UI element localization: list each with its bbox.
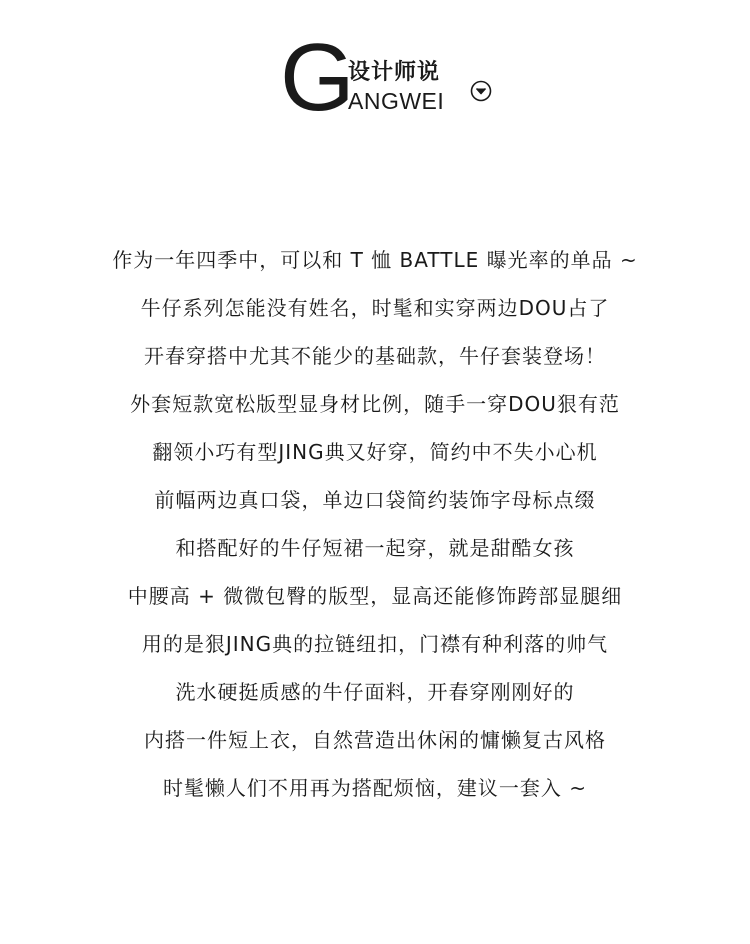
text-line: 前幅两边真口袋，单边口袋简约装饰字母标点缀 bbox=[154, 488, 596, 512]
text-line: 牛仔系列怎能没有姓名，时髦和实穿两边DOU占了 bbox=[140, 296, 610, 320]
header-title-en: ANGWEI bbox=[348, 88, 445, 114]
text-line: 开春穿搭中尤其不能少的基础款，牛仔套装登场！ bbox=[144, 344, 606, 368]
text-line: 洗水硬挺质感的牛仔面料，开春穿刚刚好的 bbox=[175, 680, 575, 704]
logo-letter-g: G bbox=[280, 24, 355, 131]
description-text-block bbox=[0, 236, 750, 812]
text-line: 中腰高 + 微微包臀的版型，显高还能修饰跨部显腿细 bbox=[127, 584, 623, 608]
text-line: 外套短款宽松版型显身材比例，随手一穿DOU狠有范 bbox=[130, 392, 620, 416]
header-title-cn: 设计师说 bbox=[348, 60, 441, 85]
text-line: 和搭配好的牛仔短裙一起穿，就是甜酷女孩 bbox=[175, 536, 575, 560]
text-line: 时髦懒人们不用再为搭配烦恼，建议一套入 ~ bbox=[162, 776, 588, 800]
text-line: 用的是狠JING典的拉链纽扣，门襟有种利落的帅气 bbox=[141, 632, 609, 656]
designer-says-header bbox=[280, 24, 510, 131]
chevron-down-circle-icon bbox=[470, 80, 492, 102]
text-line: 内搭一件短上衣，自然营造出休闲的慵懒复古风格 bbox=[144, 728, 606, 752]
text-line: 翻领小巧有型JING典又好穿，简约中不失小心机 bbox=[152, 440, 598, 464]
text-line: 作为一年四季中，可以和 T 恤 BATTLE 曝光率的单品 ~ bbox=[112, 248, 638, 272]
